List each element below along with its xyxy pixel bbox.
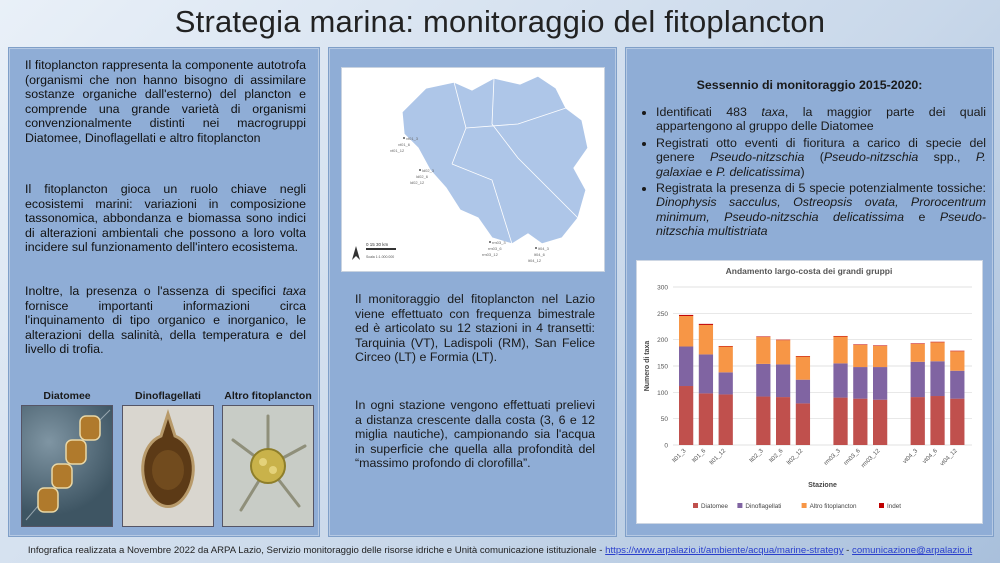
footer-link-email[interactable]: comunicazione@arpalazio.it: [852, 545, 973, 556]
x-tick-label: rm03_12: [860, 448, 882, 470]
x-axis-label: Stazione: [808, 482, 837, 489]
intro-panel: [8, 47, 320, 537]
bar-altro-fitoplancton-vt04_6: [930, 342, 944, 361]
bar-indet-vt04_12: [950, 351, 964, 352]
intro-paragraph-3: Inoltre, la presenza o l'assenza di specifici taxa fornisce importanti informazioni circa l'inquinamento di tipo organico e inorganico, le alterazioni della salinità, della temperatura e del livello di trofia.: [25, 284, 306, 357]
bar-altro-fitoplancton-lt02_6: [776, 340, 790, 364]
diatom-label: Diatomee: [43, 390, 91, 402]
diatom-figure: [21, 380, 113, 527]
bar-altro-fitoplancton-rm03_3: [833, 337, 847, 364]
bar-dinoflagellati-lt01_12: [719, 372, 733, 394]
other-phytoplankton-photo: [222, 405, 314, 527]
bar-indet-vt04_6: [930, 342, 944, 343]
legend-entry: Altro fitoplancton: [809, 503, 857, 510]
legend-swatch: [879, 503, 884, 508]
y-tick-label: 0: [664, 442, 668, 450]
x-tick-label: rm03_3: [823, 448, 842, 467]
x-tick-label: rm03_6: [843, 448, 862, 467]
bar-diatomee-lt02_3: [756, 397, 770, 445]
footer: Infografica realizzata a Novembre 2022 da ARPA Lazio, Servizio monitoraggio delle risorse idriche e Unità comunicazione istituzionale - https://www.arpalazio.it/ambiente/acqua/marine-strategy - comunicazione@arpalazio.it: [27, 545, 973, 556]
y-tick-label: 50: [660, 416, 668, 424]
bar-indet-rm03_6: [853, 344, 867, 345]
bar-diatomee-vt04_3: [911, 397, 925, 445]
bar-altro-fitoplancton-lt01_3: [679, 316, 693, 347]
footer-text: Infografica realizzata a Novembre 2022 da ARPA Lazio, Servizio monitoraggio delle risorse idriche e Unità comunicazione istituzionale -: [27, 545, 606, 556]
svg-text:lt04_3: lt04_3: [538, 246, 549, 251]
bar-dinoflagellati-lt01_3: [679, 347, 693, 387]
y-tick-label: 100: [657, 389, 668, 397]
bar-altro-fitoplancton-rm03_12: [873, 346, 887, 367]
bar-dinoflagellati-vt04_3: [911, 362, 925, 397]
bar-diatomee-vt04_12: [950, 399, 964, 445]
footer-link-marine-strategy[interactable]: https://www.arpalazio.it/ambiente/acqua/marine-strategy: [605, 545, 844, 556]
page-title: Strategia marina: monitoraggio del fitoplancton: [174, 4, 826, 39]
bar-altro-fitoplancton-lt02_12: [796, 357, 810, 380]
y-tick-label: 250: [657, 310, 668, 318]
north-arrow-icon: [352, 246, 360, 260]
legend-entry: Dinoflagellati: [745, 503, 782, 510]
taxa-chart: [636, 260, 983, 524]
chart-title: Andamento largo-costa dei grandi gruppi: [725, 266, 893, 276]
bar-indet-lt01_3: [679, 315, 693, 316]
svg-text:vt01_12: vt01_12: [390, 148, 405, 153]
bar-altro-fitoplancton-vt04_3: [911, 344, 925, 362]
bar-diatomee-lt01_12: [719, 394, 733, 445]
svg-text:lt04_6: lt04_6: [534, 252, 545, 257]
bar-dinoflagellati-lt02_3: [756, 364, 770, 397]
svg-text:ld02_12: ld02_12: [410, 180, 425, 185]
bar-diatomee-rm03_12: [873, 400, 887, 445]
svg-text:rm03_12: rm03_12: [482, 252, 498, 257]
legend-entry: Indet: [887, 503, 902, 510]
bar-dinoflagellati-lt01_6: [699, 354, 713, 393]
bar-dinoflagellati-rm03_12: [873, 367, 887, 400]
bar-dinoflagellati-vt04_6: [930, 361, 944, 396]
station-map: [341, 67, 605, 272]
bar-dinoflagellati-vt04_12: [950, 371, 964, 399]
y-tick-label: 150: [657, 363, 668, 371]
svg-text:vt01_6: vt01_6: [398, 142, 411, 147]
bar-diatomee-lt02_12: [796, 403, 810, 445]
bar-diatomee-lt01_3: [679, 386, 693, 445]
monitoring-paragraph-2: In ogni stazione vengono effettuati prelievi a distanza crescente dalla costa (3, 6 e 12 miglia nautiche), campionando sia l'acqua in superficie che quella alla profondità del “massimo profondo di clorofilla”.: [355, 398, 595, 471]
bar-altro-fitoplancton-lt01_6: [699, 325, 713, 354]
bar-indet-lt01_12: [719, 346, 733, 347]
other-phytoplankton-figure: [222, 380, 314, 527]
intro-paragraph-2: Il fitoplancton gioca un ruolo chiave negli ecosistemi marini: variazioni in composizione tassonomica, abbondanza e biomassa sono indici di alterazioni ambientali che possono a loro volta incidere sul funzionamento dell'intero ecosistema.: [25, 182, 306, 255]
bar-indet-lt01_6: [699, 324, 713, 325]
phytoplankton-images: [21, 380, 311, 560]
y-axis-label: Numero di taxa: [644, 340, 651, 392]
bar-altro-fitoplancton-rm03_6: [853, 345, 867, 367]
bar-dinoflagellati-rm03_3: [833, 363, 847, 397]
results-list: [644, 105, 986, 241]
result-item-1: • Identificati 483 taxa, la maggior parte dei quali appartengono al gruppo delle Diatomee: [656, 105, 986, 134]
bar-dinoflagellati-rm03_6: [853, 367, 867, 399]
svg-text:lt04_12: lt04_12: [528, 258, 542, 263]
monitoring-panel: [328, 47, 617, 537]
x-tick-label: lt01_12: [708, 448, 728, 467]
svg-text:rm03_3: rm03_3: [492, 240, 506, 245]
dinoflagellate-photo: [122, 405, 214, 527]
dinoflagellate-figure: [122, 380, 214, 527]
legend-entry: Diatomee: [701, 503, 728, 510]
svg-text:0 15 30 km: 0 15 30 km: [366, 242, 389, 247]
result-item-3: • Registrata la presenza di 5 specie potenzialmente tossiche: Dinophysis sacculus, Ostreopsis ovata, Prorocentrum minimum, Pseudo-nitzschia delicatissima e Pseudo-nitzschia multistriata: [656, 181, 986, 239]
bar-dinoflagellati-lt02_6: [776, 364, 790, 397]
x-tick-label: lt01_3: [671, 448, 688, 464]
diatom-photo: [21, 405, 113, 527]
x-tick-label: lt01_6: [691, 448, 708, 464]
bar-altro-fitoplancton-lt02_3: [756, 337, 770, 364]
monitoring-paragraph-1: Il monitoraggio del fitoplancton nel Lazio viene effettuato con frequenza bimestrale ed è articolato su 12 stazioni in 4 transetti: Tarquinia (VT), Ladispoli (RM), San Felice Circeo (LT) e Formia (LT).: [355, 292, 595, 365]
bar-indet-rm03_3: [833, 336, 847, 337]
bar-diatomee-lt02_6: [776, 397, 790, 445]
svg-text:ld02_3: ld02_3: [422, 168, 435, 173]
bar-diatomee-rm03_3: [833, 398, 847, 445]
intro-paragraph-1: Il fitoplancton rappresenta la componente autotrofa (organismi che non hanno bisogno di assimilare sostanze organiche dall'esterno) del plancton e comprende una grande varietà di organismi convenzionalmente distinti nei macrogruppi Diatomee, Dinoflagellati e altro fitoplancton: [25, 58, 306, 145]
x-tick-label: vt04_3: [902, 448, 920, 466]
x-tick-label: lt02_6: [768, 448, 785, 464]
bar-diatomee-vt04_6: [930, 396, 944, 445]
dinoflagellate-label: Dinoflagellati: [135, 390, 201, 402]
bar-indet-lt02_12: [796, 356, 810, 357]
other-phytoplankton-label: Altro fitoplancton: [224, 390, 312, 402]
bar-altro-fitoplancton-vt04_12: [950, 351, 964, 370]
results-panel: [625, 47, 994, 537]
y-tick-label: 300: [657, 284, 668, 292]
legend-swatch: [737, 503, 742, 508]
x-tick-label: lt02_3: [748, 448, 765, 464]
lazio-map-svg: [342, 68, 604, 271]
result-item-2: • Registrati otto eventi di fioritura a carico di specie del genere Pseudo-nitzschia (Pseudo-nitzschia spp., P. galaxiae e P. delicatissima): [656, 136, 986, 179]
results-heading: Sessennio di monitoraggio 2015-2020:: [696, 78, 923, 92]
x-tick-label: lt02_12: [786, 448, 805, 467]
bar-indet-lt02_3: [756, 337, 770, 338]
bar-diatomee-lt01_6: [699, 393, 713, 445]
y-tick-label: 200: [657, 337, 668, 345]
legend-swatch: [802, 503, 807, 508]
bar-altro-fitoplancton-lt01_12: [719, 347, 733, 373]
x-tick-label: vt04_6: [921, 448, 939, 466]
svg-text:rm03_6: rm03_6: [488, 246, 502, 251]
bar-diatomee-rm03_6: [853, 399, 867, 445]
svg-text:ld02_6: ld02_6: [416, 174, 429, 179]
taxa-chart-svg: [637, 261, 982, 523]
x-tick-label: vt04_12: [939, 448, 959, 468]
bar-dinoflagellati-lt02_12: [796, 380, 810, 404]
bar-indet-rm03_12: [873, 345, 887, 346]
svg-text:Scala 1:1.000.000: Scala 1:1.000.000: [366, 255, 395, 259]
svg-text:vt01_3: vt01_3: [406, 136, 419, 141]
bar-indet-lt02_6: [776, 340, 790, 341]
legend-swatch: [693, 503, 698, 508]
bar-indet-vt04_3: [911, 343, 925, 344]
